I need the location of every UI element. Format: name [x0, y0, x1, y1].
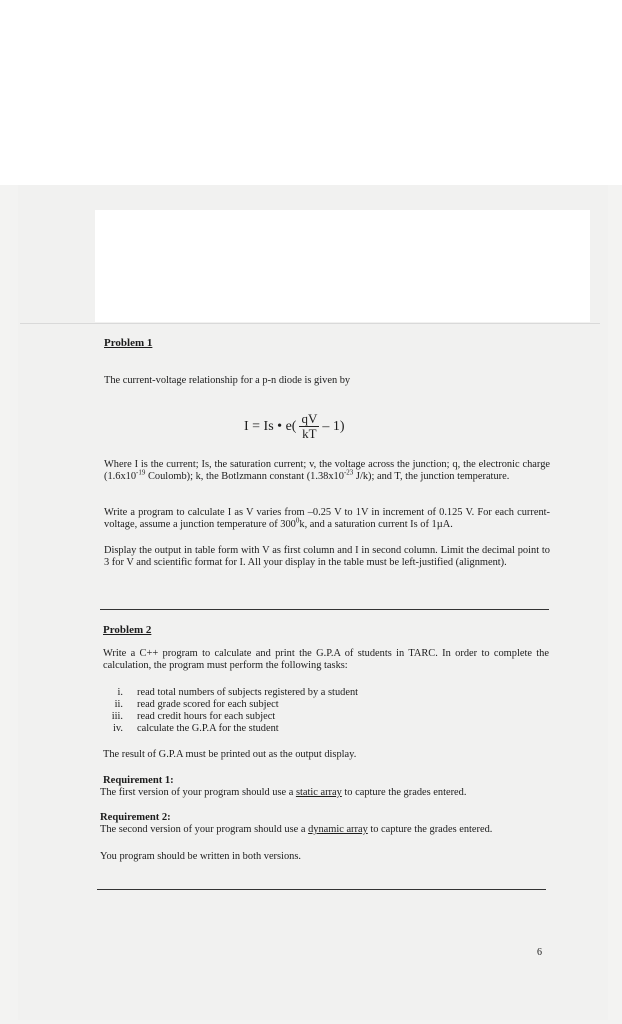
section-divider — [100, 609, 549, 610]
formula-rhs: – 1) — [322, 418, 345, 434]
problem2-intro: Write a C++ program to calculate and print the G.P.A of students in TARC. In order to complete the calculation, the program must perform the following tasks: — [103, 648, 549, 672]
task-item: i. read total numbers of subjects registered by a student — [117, 687, 359, 698]
problem2-heading: Problem 2 — [103, 624, 152, 636]
problem2-closing: You program should be written in both versions. — [100, 851, 301, 862]
scan-top-margin — [0, 0, 622, 185]
task-item: iv. calculate the G.P.A for the student — [112, 723, 279, 734]
scan-artifact-line — [20, 323, 600, 324]
task-item: iii. read credit hours for each subject — [111, 711, 276, 722]
formula-fraction — [299, 412, 319, 441]
task-item: ii. read grade scored for each subject — [114, 699, 279, 710]
problem1-display: Display the output in table form with V as first column and I in second column. Limit the decimal point to 3 for V and scientific format for I. All your display in the table must be left-justified (alignment). — [104, 545, 550, 569]
formula-numerator: qV — [301, 411, 318, 426]
formula-lhs: I = Is • e( — [244, 418, 297, 434]
diode-equation — [244, 412, 345, 441]
redacted-area — [95, 210, 590, 322]
requirement1-text: The first version of your program should use a static array to capture the grades entered. — [100, 787, 467, 798]
problem2-result: The result of G.P.A must be printed out as the output display. — [103, 749, 357, 760]
section-divider — [97, 889, 546, 890]
requirement2-text: The second version of your program should use a dynamic array to capture the grades entered. — [100, 824, 493, 835]
problem1-heading: Problem 1 — [104, 337, 153, 349]
page-number: 6 — [537, 947, 542, 958]
problem1-task: Write a program to calculate I as V varies from –0.25 V to 1V in increment of 0.125 V. For each current-voltage, assume a junction temperature of $300^0k$, and a saturation current Is of 1µA. — [104, 507, 550, 531]
formula-denominator: kT — [302, 426, 317, 441]
problem1-intro: The current-voltage relationship for a p-n diode is given by — [104, 375, 351, 386]
requirement1-title: Requirement 1: — [103, 775, 174, 786]
requirement2-title: Requirement 2: — [100, 812, 171, 823]
problem1-definitions: Where I is the current; Is, the saturation current; v, the voltage across the junction; q, the electronic charge ($1.6x10^{-19}$ Coulomb); k, the Botlzmann constant ($1.38x10^{-23}$ J/k); and T, the junction temperature. — [104, 459, 550, 483]
